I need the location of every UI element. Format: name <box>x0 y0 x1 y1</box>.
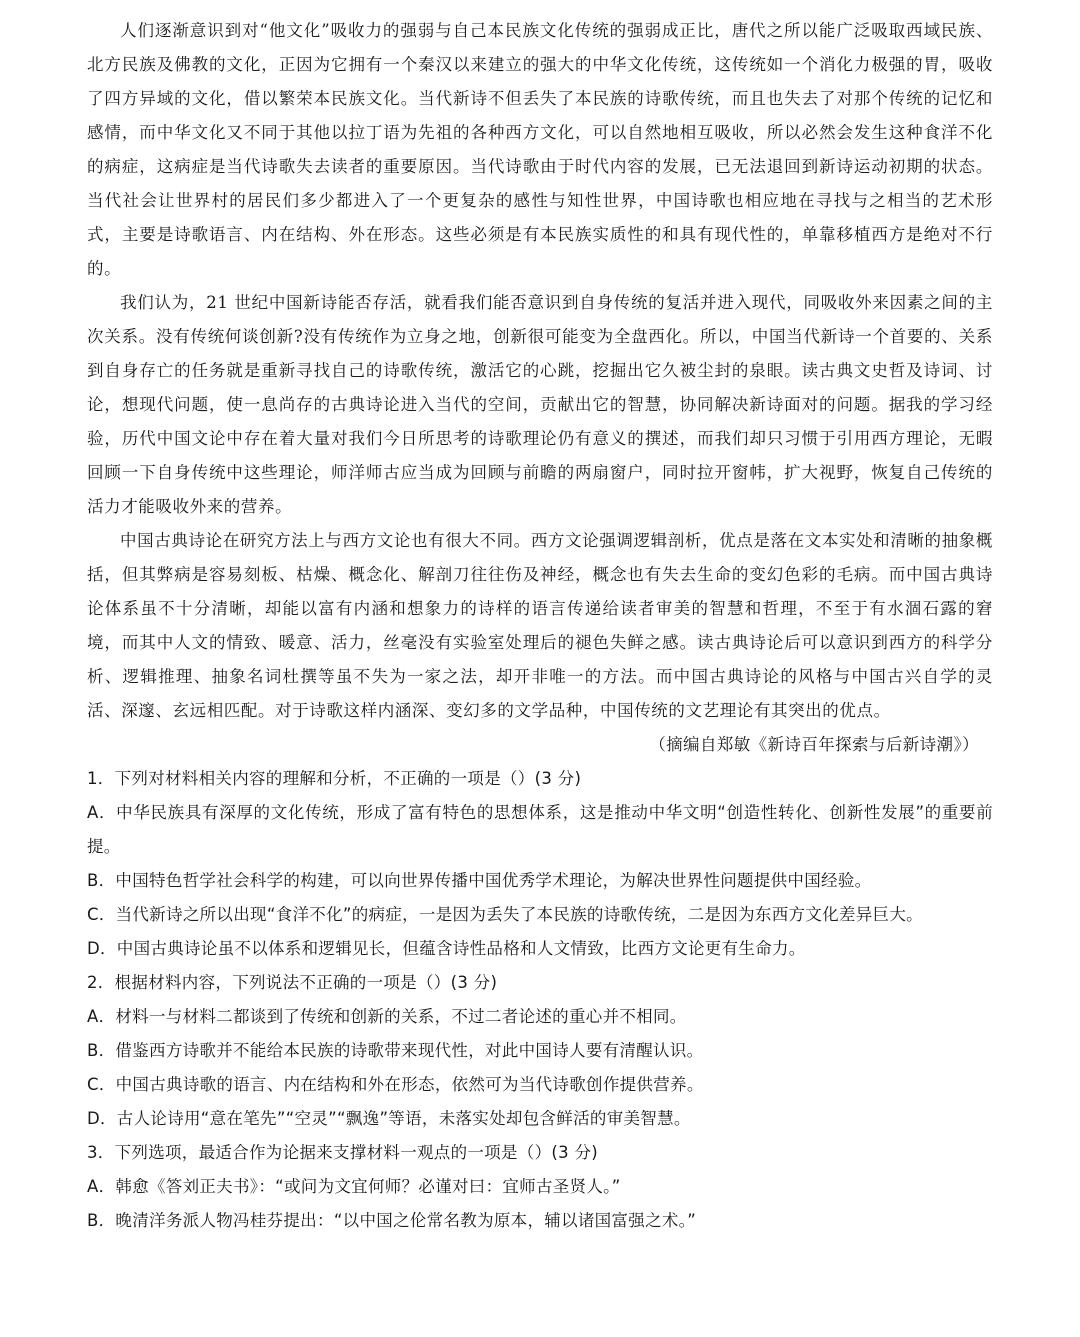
exam-page <box>87 14 993 1238</box>
question-1 <box>87 762 993 966</box>
question-2-option-b: B．借鉴西方诗歌并不能给本民族的诗歌带来现代性，对此中国诗人要有清醒认识。 <box>87 1041 704 1060</box>
question-1-stem: 1．下列对材料相关内容的理解和分析，不正确的一项是（）(3 分) <box>87 769 582 788</box>
question-1-option-a: A．中华民族具有深厚的文化传统，形成了富有特色的思想体系，这是推动中华文明“创造性转化、创新性发展”的重要前提。 <box>87 803 993 856</box>
question-2-option-a: A．材料一与材料二都谈到了传统和创新的关系，不过二者论述的重心并不相同。 <box>87 1007 687 1026</box>
passage-paragraph-1: 人们逐渐意识到对“他文化”吸收力的强弱与自己本民族文化传统的强弱成正比，唐代之所以能广泛吸取西域民族、北方民族及佛教的文化，正因为它拥有一个秦汉以来建立的强大的中华文化传统，这传统如一个消化力极强的胃，吸收了四方异域的文化，借以繁荣本民族文化。当代新诗不但丢失了本民族的诗歌传统，而且也失去了对那个传统的记忆和感情，而中华文化又不同于其他以拉丁语为先祖的各种西方文化，可以自然地相互吸收，所以必然会发生这种食洋不化的病症，这病症是当代诗歌失去读者的重要原因。当代诗歌由于时代内容的发展，已无法退回到新诗运动初期的状态。当代社会让世界村的居民们多少都进入了一个更复杂的感性与知性世界，中国诗歌也相应地在寻找与之相当的艺术形式，主要是诗歌语言、内在结构、外在形态。这些必须是有本民族实质性的和具有现代性的，单靠移植西方是绝对不行的。 <box>87 21 993 278</box>
question-3-stem: 3．下列选项，最适合作为论据来支撑材料一观点的一项是（）(3 分) <box>87 1143 599 1162</box>
question-2-option-d: D．古人论诗用“意在笔先”“空灵”“飘逸”等语，未落实处却包含鲜活的审美智慧。 <box>87 1109 691 1128</box>
question-2-option-c: C．中国古典诗歌的语言、内在结构和外在形态，依然可为当代诗歌创作提供营养。 <box>87 1075 704 1094</box>
question-2-stem: 2．根据材料内容，下列说法不正确的一项是（）(3 分) <box>87 973 498 992</box>
question-3 <box>87 1136 993 1238</box>
passage-source: （摘编自郑敏《新诗百年探索与后新诗潮》） <box>649 735 979 754</box>
question-1-option-c: C．当代新诗之所以出现“食洋不化”的病症，一是因为丢失了本民族的诗歌传统，二是因为东西方文化差异巨大。 <box>87 905 923 924</box>
question-1-option-b: B．中国特色哲学社会科学的构建，可以向世界传播中国优秀学术理论，为解决世界性问题提供中国经验。 <box>87 871 872 890</box>
passage <box>87 14 993 762</box>
passage-paragraph-2: 我们认为，21 世纪中国新诗能否存活，就看我们能否意识到自身传统的复活并进入现代，同吸收外来因素之间的主次关系。没有传统何谈创新?没有传统作为立身之地，创新很可能变为全盘西化。所以，中国当代新诗一个首要的、关系到自身存亡的任务就是重新寻找自己的诗歌传统，激活它的心跳，挖掘出它久被尘封的泉眼。读古典文史哲及诗词、讨论，想现代问题，使一息尚存的古典诗论进入当代的空间，贡献出它的智慧，协同解决新诗面对的问题。据我的学习经验，历代中国文论中存在着大量对我们今日所思考的诗歌理论仍有意义的撰述，而我们却只习惯于引用西方理论，无暇回顾一下自身传统中这些理论，师洋师古应当成为回顾与前瞻的两扇窗户，同时拉开窗帏，扩大视野，恢复自己传统的活力才能吸收外来的营养。 <box>87 293 993 516</box>
question-2 <box>87 966 993 1136</box>
question-3-option-b: B．晚清洋务派人物冯桂芬提出：“以中国之伦常名教为原本，辅以诸国富强之术。” <box>87 1211 697 1230</box>
question-3-option-a: A．韩愈《答刘正夫书》：“或问为文宜何师？必谨对曰：宜师古圣贤人。” <box>87 1177 621 1196</box>
passage-paragraph-3: 中国古典诗论在研究方法上与西方文论也有很大不同。西方文论强调逻辑剖析，优点是落在文本实处和清晰的抽象概括，但其弊病是容易刻板、枯燥、概念化、解剖刀往往伤及神经，概念也有失去生命的变幻色彩的毛病。而中国古典诗论体系虽不十分清晰，却能以富有内涵和想象力的诗样的语言传递给读者审美的智慧和哲理，不至于有水涸石露的窘境，而其中人文的情致、暖意、活力，丝毫没有实验室处理后的褪色失鲜之感。读古典诗论后可以意识到西方的科学分析、逻辑推理、抽象名词杜撰等虽不失为一家之法，却开非唯一的方法。而中国古典诗论的风格与中国古兴自学的灵活、深邃、玄远相匹配。对于诗歌这样内涵深、变幻多的文学品种，中国传统的文艺理论有其突出的优点。 <box>87 531 993 720</box>
question-1-option-d: D．中国古典诗论虽不以体系和逻辑见长，但蕴含诗性品格和人文情致，比西方文论更有生命力。 <box>87 939 806 958</box>
